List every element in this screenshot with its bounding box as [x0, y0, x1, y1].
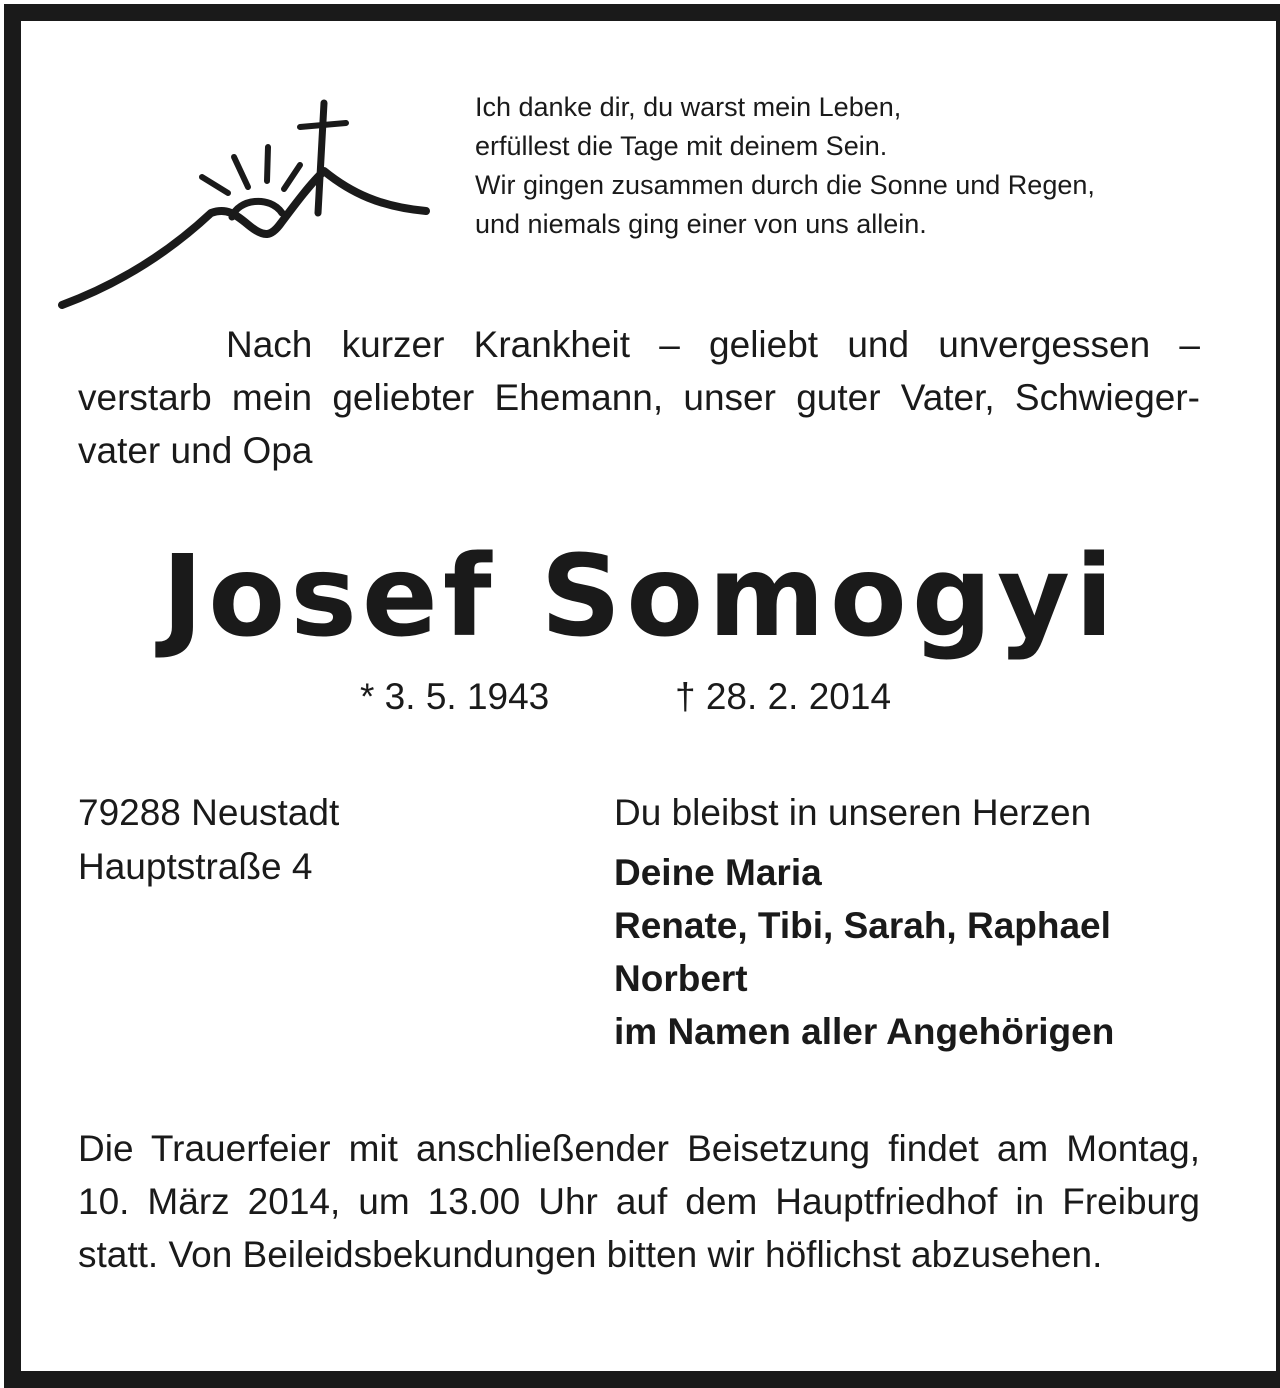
address-line: 79288 Neustadt [78, 792, 340, 833]
announcement-line: Nach kurzer Krankheit – geliebt und unvergessen – [226, 324, 1200, 365]
mourner-line: im Namen aller Angehörigen [614, 1011, 1115, 1052]
announcement-text [78, 318, 1200, 477]
mountain-sun-cross-icon [56, 95, 436, 315]
mourner-line: Renate, Tibi, Sarah, Raphael [614, 905, 1111, 946]
funeral-line: Die Trauerfeier mit anschließender Beisetzung findet am Montag, [78, 1128, 1200, 1169]
mourners-block [614, 786, 1114, 1058]
mourners-motto: Du bleibst in unseren Herzen [614, 792, 1092, 833]
announcement-line: vater und Opa [78, 430, 313, 471]
poem-line: Ich danke dir, du warst mein Leben, [475, 92, 902, 122]
death-date: † 28. 2. 2014 [675, 676, 892, 717]
address-line: Hauptstraße 4 [78, 846, 313, 887]
poem-line: und niemals ging einer von uns allein. [475, 209, 927, 239]
poem-line: Wir gingen zusammen durch die Sonne und Regen, [475, 170, 1095, 200]
announcement-line: verstarb mein geliebter Ehemann, unser guter Vater, Schwieger- [78, 377, 1200, 418]
mourner-line: Norbert [614, 958, 748, 999]
poem [475, 88, 1095, 244]
poem-line: erfüllest die Tage mit deinem Sein. [475, 131, 888, 161]
birth-date: * 3. 5. 1943 [360, 676, 550, 717]
address-block [78, 786, 339, 894]
funeral-line: 10. März 2014, um 13.00 Uhr auf dem Hauptfriedhof in Freiburg [78, 1181, 1200, 1222]
mourner-line: Deine Maria [614, 852, 822, 893]
funeral-notice [78, 1122, 1200, 1281]
deceased-name: Josef Somogyi [161, 532, 1119, 662]
funeral-line: statt. Von Beileidsbekundungen bitten wir höflichst abzusehen. [78, 1234, 1103, 1275]
